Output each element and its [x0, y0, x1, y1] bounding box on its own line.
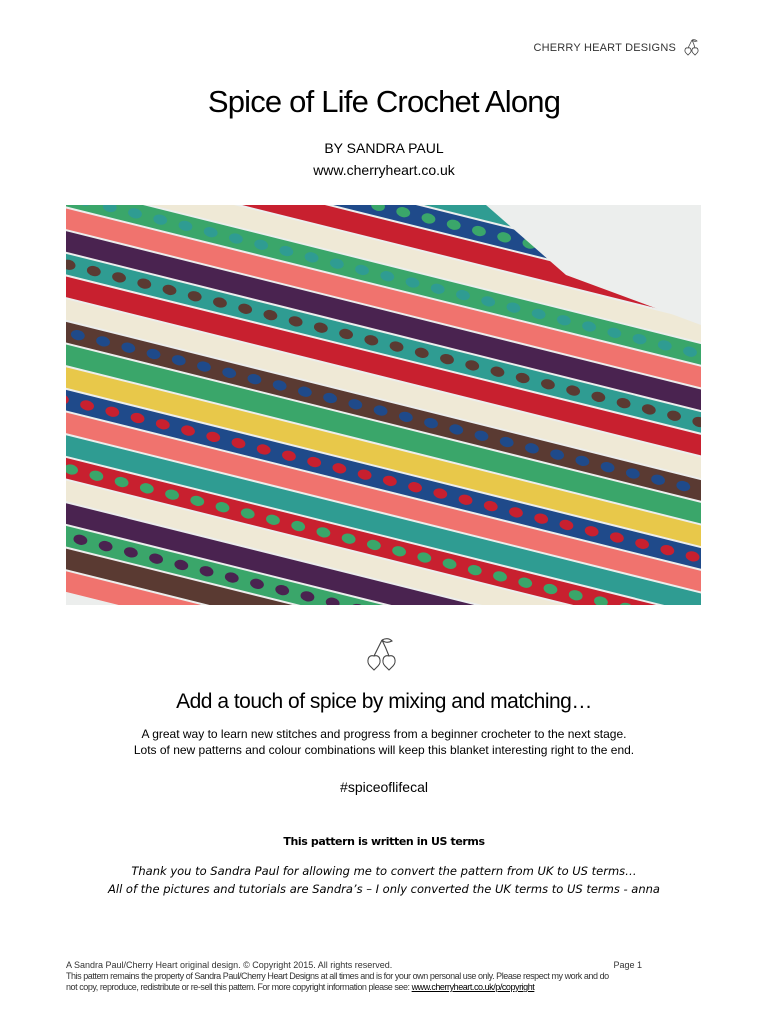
page-number: Page 1 [613, 960, 642, 970]
intro-text [0, 726, 768, 758]
cherry-icon [682, 38, 702, 58]
thanks-note [0, 862, 768, 898]
page-footer [66, 960, 702, 993]
copyright-notice: This pattern remains the property of Sandra Paul/Cherry Heart Designs at all times and is for your own personal use only. Please respect my work and do [66, 971, 609, 981]
hashtag: #spiceoflifecal [340, 779, 428, 795]
brand-name: CHERRY HEART DESIGNS [533, 42, 676, 54]
blanket-photo [66, 205, 701, 605]
thanks-line: All of the pictures and tutorials are Sandra’s – I only converted the UK terms to US terms - anna [108, 882, 660, 896]
copyright-notice-text: not copy, reproduce, redistribute or re-sell this pattern. For more copyright information please see: [66, 982, 412, 992]
blanket-illustration [66, 205, 701, 605]
terms-note: This pattern is written in US terms [283, 835, 485, 848]
thanks-line: Thank you to Sandra Paul for allowing me to convert the pattern from UK to US terms… [131, 864, 637, 878]
page-title: Spice of Life Crochet Along [207, 84, 561, 119]
section-subheading: Add a touch of spice by mixing and matching… [176, 690, 592, 713]
brand-header [533, 38, 702, 58]
cherry-icon [362, 636, 402, 676]
intro-line: A great way to learn new stitches and progress from a beginner crocheter to the next stage. [141, 727, 627, 741]
copyright-link[interactable]: www.cherryheart.co.uk/p/copyright [411, 982, 535, 992]
intro-line: Lots of new patterns and colour combinations will keep this blanket interesting right to the end. [133, 743, 635, 757]
website-url: www.cherryheart.co.uk [313, 162, 455, 178]
copyright-text: A Sandra Paul/Cherry Heart original design. © Copyright 2015. All rights reserved. [66, 960, 393, 970]
author-byline: BY SANDRA PAUL [324, 140, 444, 156]
copyright-notice-2 [66, 982, 702, 993]
